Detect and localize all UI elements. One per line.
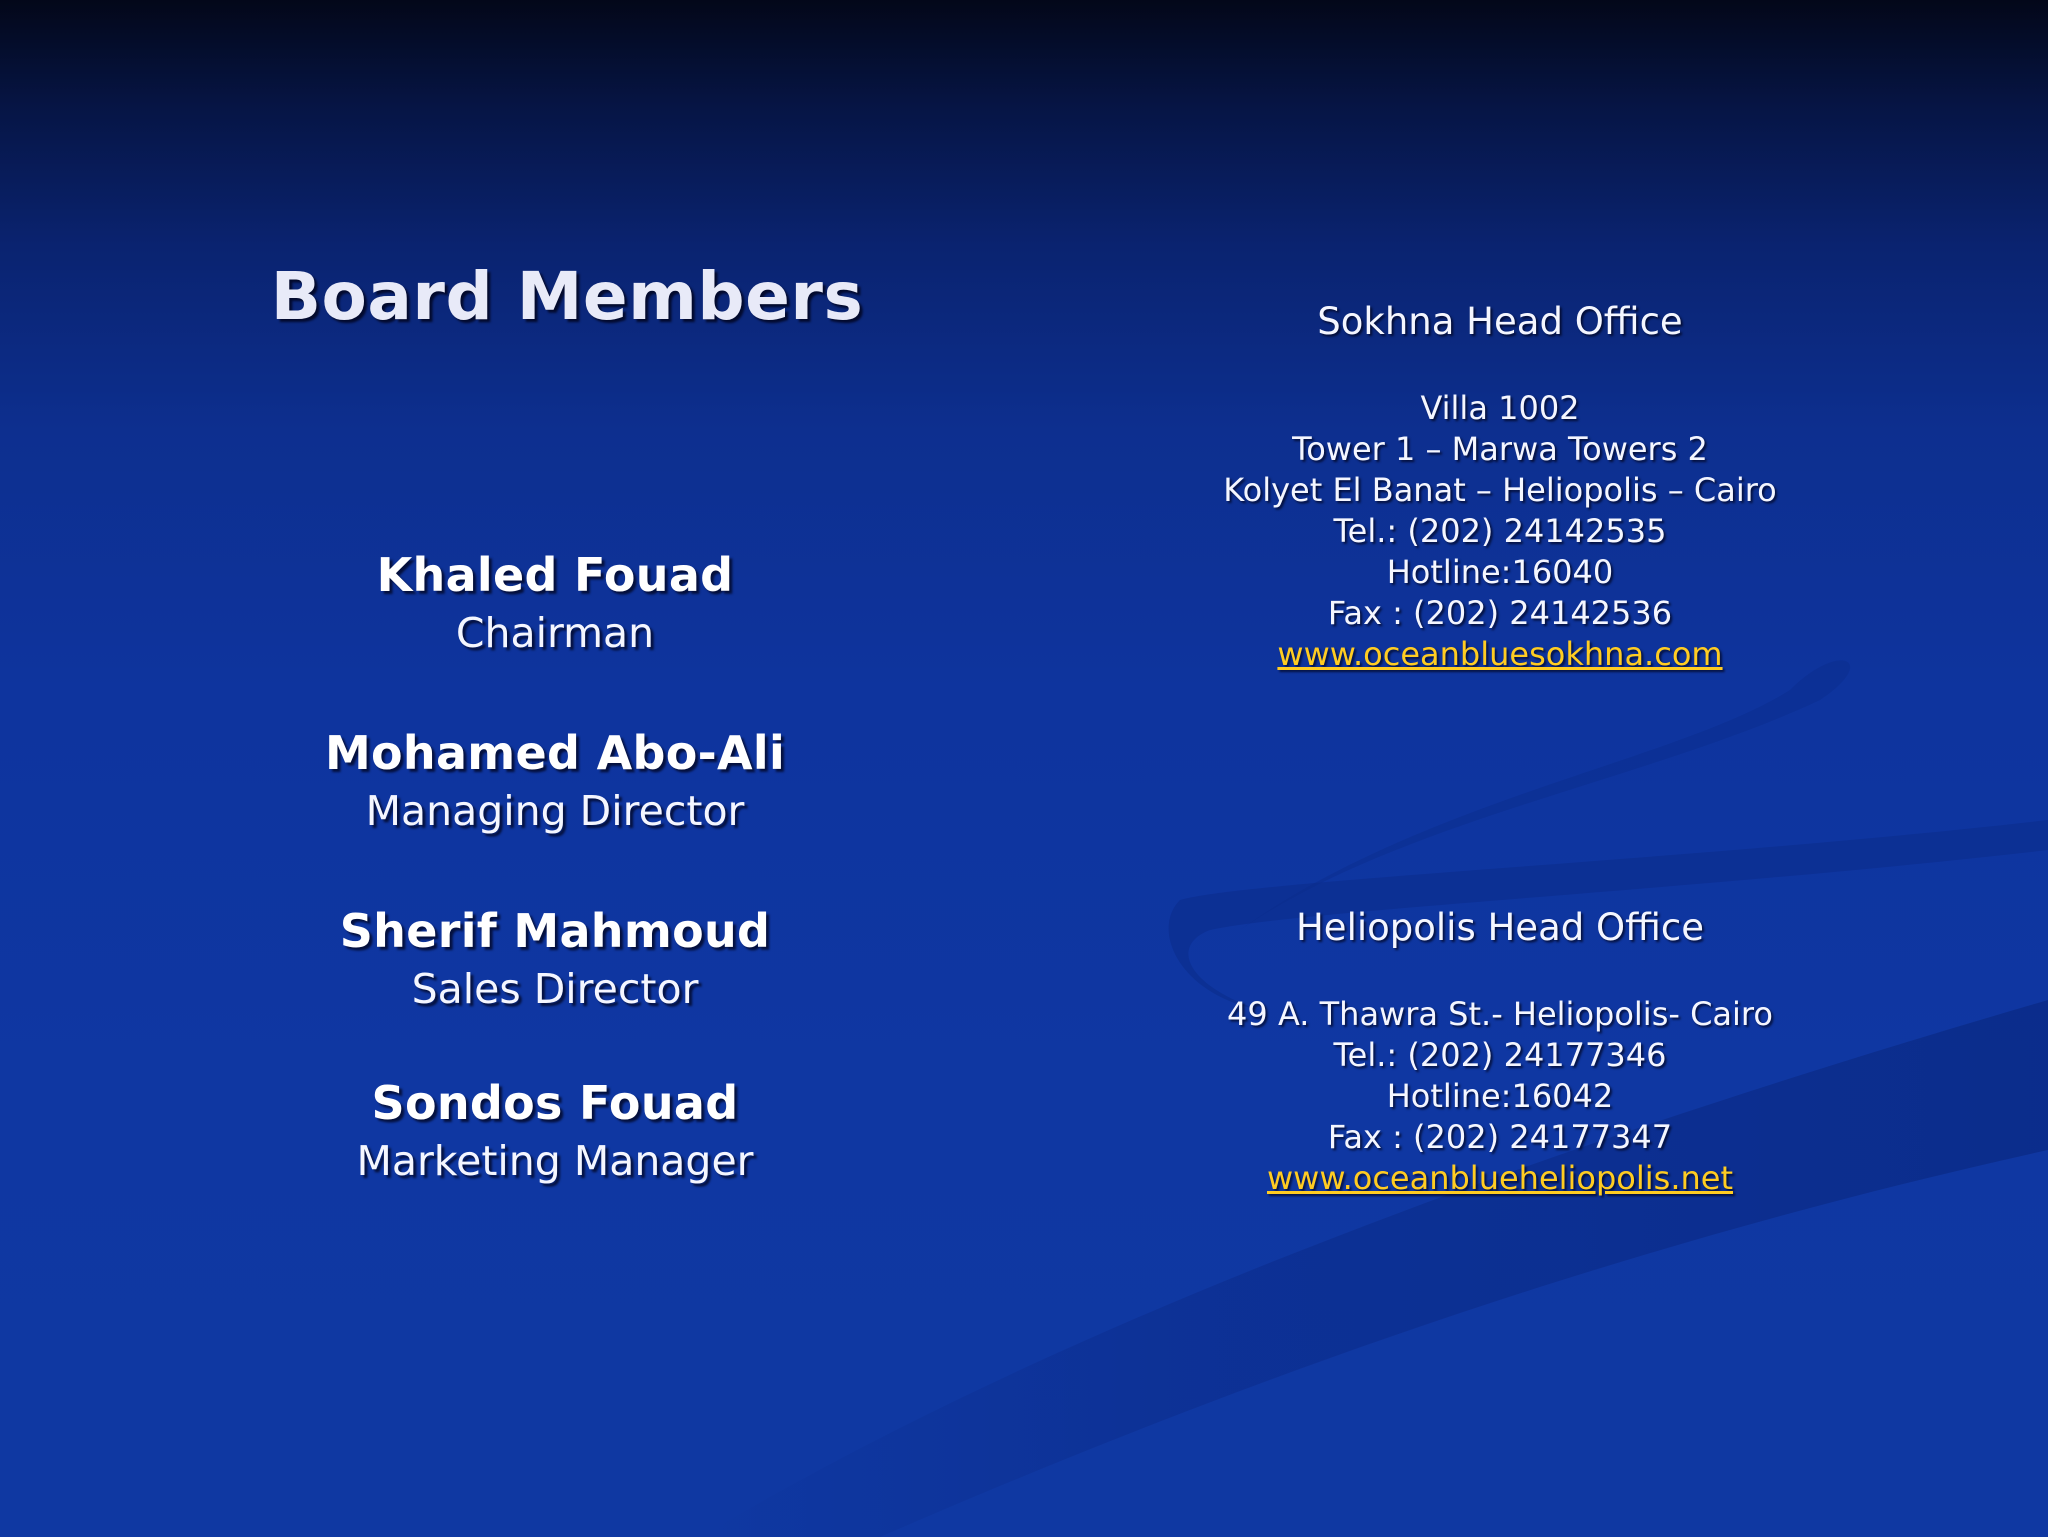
office-fax: Fax : (202) 24142536 <box>1327 594 1673 632</box>
office-website-link[interactable]: www.oceanblueheliopolis.net <box>1266 1159 1734 1197</box>
member-name: Sondos Fouad <box>371 1076 739 1130</box>
office-hotline: Hotline:16040 <box>1386 553 1614 591</box>
office-address-line: 49 A. Thawra St.- Heliopolis- Cairo <box>1227 995 1773 1033</box>
board-member <box>255 902 855 1018</box>
page-title: Board Members <box>270 258 864 335</box>
office-heading: Sokhna Head Office <box>1317 300 1683 343</box>
office-heliopolis <box>1100 906 1900 1199</box>
board-member <box>255 1074 855 1190</box>
office-phone: Tel.: (202) 24177346 <box>1333 1036 1667 1074</box>
member-role: Marketing Manager <box>356 1137 754 1185</box>
board-member <box>255 724 855 840</box>
office-address-line: Villa 1002 <box>1420 389 1580 427</box>
office-address-line: Kolyet El Banat – Heliopolis – Cairo <box>1223 471 1777 509</box>
office-address-line: Tower 1 – Marwa Towers 2 <box>1292 430 1708 468</box>
office-heading: Heliopolis Head Office <box>1295 906 1704 949</box>
office-fax: Fax : (202) 24177347 <box>1327 1118 1673 1156</box>
member-role: Sales Director <box>411 965 699 1013</box>
office-hotline: Hotline:16042 <box>1386 1077 1614 1115</box>
member-role: Chairman <box>455 609 655 657</box>
member-name: Mohamed Abo-Ali <box>324 726 786 780</box>
board-member <box>255 546 855 662</box>
member-role: Managing Director <box>365 787 745 835</box>
member-name: Sherif Mahmoud <box>339 904 771 958</box>
office-sokhna <box>1100 300 1900 675</box>
office-phone: Tel.: (202) 24142535 <box>1333 512 1667 550</box>
office-website-link[interactable]: www.oceanbluesokhna.com <box>1277 635 1723 673</box>
member-name: Khaled Fouad <box>376 548 734 602</box>
